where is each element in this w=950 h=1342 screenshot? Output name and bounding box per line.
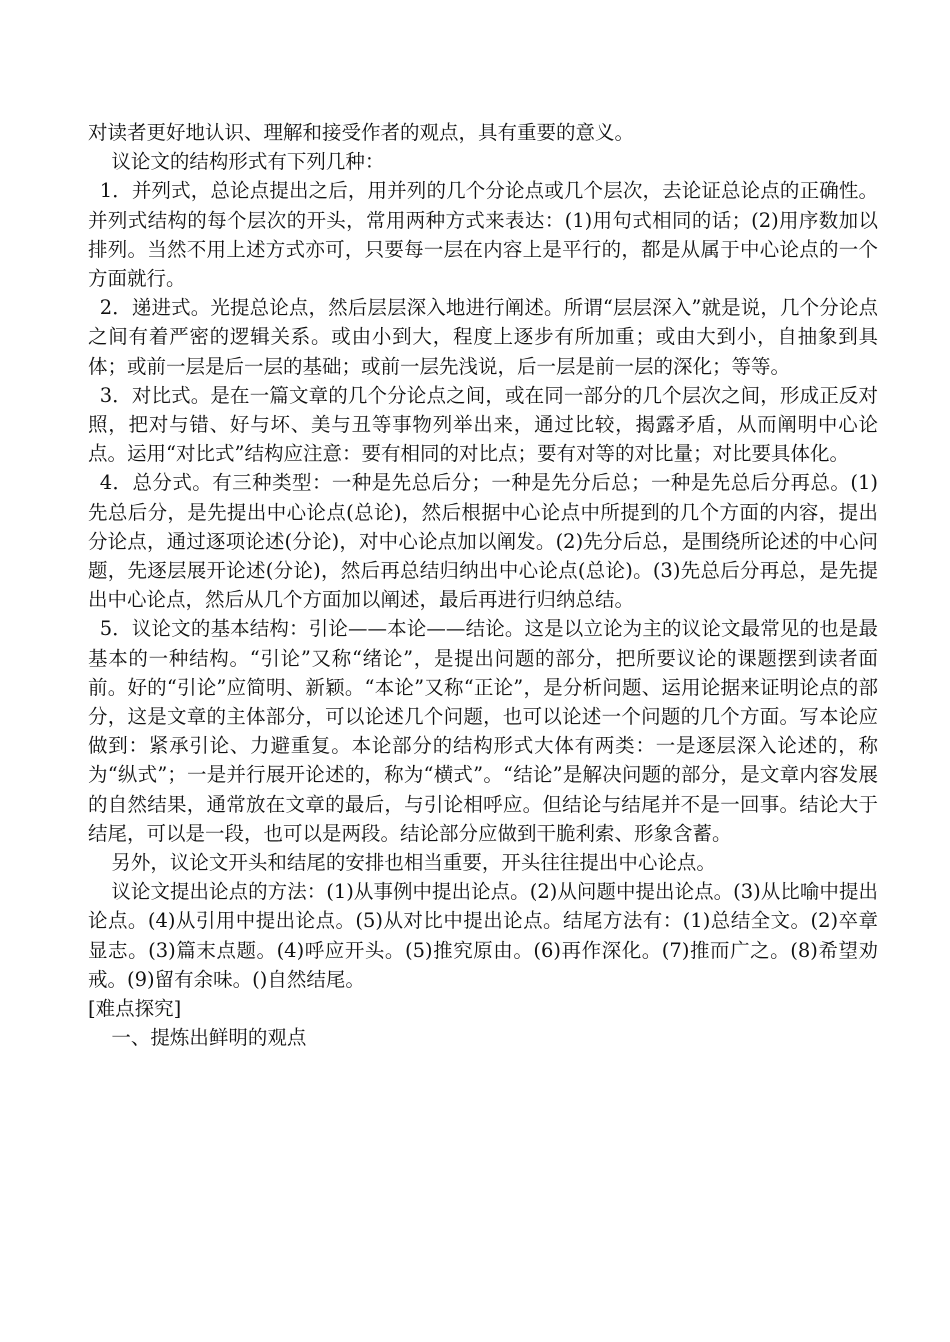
paragraph-progressive-structure: 2．递进式。光提总论点，然后层层深入地进行阐述。所谓“层层深入”就是说，几个分论点之间有着严密的逻辑关系。或由小到大，程度上逐步有所加重；或由大到小，自抽象到具体；或前一层是后一层的基础；或前一层先浅说，后一层是前一层的深化；等等。 [88, 296, 878, 378]
subheading-refine-viewpoint: 一、提炼出鲜明的观点 [111, 1026, 307, 1050]
paragraph-parallel-structure: 1．并列式，总论点提出之后，用并列的几个分论点或几个层次，去论证总论点的正确性。并列式结构的每个层次的开头，常用两种方式来表达：(1)用句式相同的话；(2)用序数加以排列。当然不用上述方式亦可，只要每一层在内容上是平行的，都是从属于中心论点的一个方面就行。 [88, 179, 878, 291]
paragraph-opening-ending: 另外，议论文开头和结尾的安排也相当重要，开头往往提出中心论点。 [111, 851, 716, 875]
paragraph-contrast-structure: 3．对比式。是在一篇文章的几个分论点之间，或在同一部分的几个层次之间，形成正反对照，把对与错、好与坏、美与丑等事物列举出来，通过比较，揭露矛盾，从而阐明中心论点。运用“对比式”结构应注意：要有相同的对比点；要有对等的对比量；对比要具体化。 [88, 383, 878, 466]
paragraph-methods: 议论文提出论点的方法：(1)从事例中提出论点。(2)从问题中提出论点。(3)从比喻中提出论点。(4)从引用中提出论点。(5)从对比中提出论点。结尾方法有：(1)总结全文。(2)卒章显志。(3)篇末点题。(4)呼应开头。(5)推究原由。(6)再作深化。(7)推而广之。(8)希望劝戒。(9)留有余味。()自然结尾。 [88, 880, 878, 991]
section-heading-difficulty: [难点探究] [88, 997, 182, 1021]
paragraph-continuation: 对读者更好地认识、理解和接受作者的观点，具有重要的意义。 [88, 121, 635, 144]
paragraph-structure-intro: 议论文的结构形式有下列几种： [111, 150, 385, 174]
paragraph-basic-structure: 5．议论文的基本结构：引论——本论——结论。这是以立论为主的议论文最常见的也是最基本的一种结构。“引论”又称“绪论”，是提出问题的部分，把所要议论的课题摆到读者面前。好的“引论”应简明、新颖。“本论”又称“正论”，是分析问题、运用论据来证明论点的部分，这是文章的主体部分，可以论述几个问题，也可以论述一个问题的几个方面。写本论应做到：紧承引论、力避重复。本论部分的结构形式大体有两类：一是逐层深入论述的，称为“纵式”；一是并行展开论述的，称为“横式”。“结论”是解决问题的部分，是文章内容发展的自然结果，通常放在文章的最后，与引论相呼应。但结论与结尾并不是一回事。结论大于结尾，可以是一段，也可以是两段。结论部分应做到干脆利索、形象含蓄。 [88, 617, 878, 845]
paragraph-general-specific-structure: 4．总分式。有三种类型：一种是先总后分；一种是先分后总；一种是先总后分再总。(1)先总后分，是先提出中心论点(总论)，然后根据中心论点中所提到的几个方面的内容，提出分论点，通过逐项论述(分论)，对中心论点加以阐发。(2)先分后总，是围绕所论述的中心问题，先逐层展开论述(分论)，然后再总结归纳出中心论点(总论)。(3)先总后分再总，是先提出中心论点，然后从几个方面加以阐述，最后再进行归纳总结。 [88, 471, 878, 612]
document-page [88, 118, 878, 1053]
